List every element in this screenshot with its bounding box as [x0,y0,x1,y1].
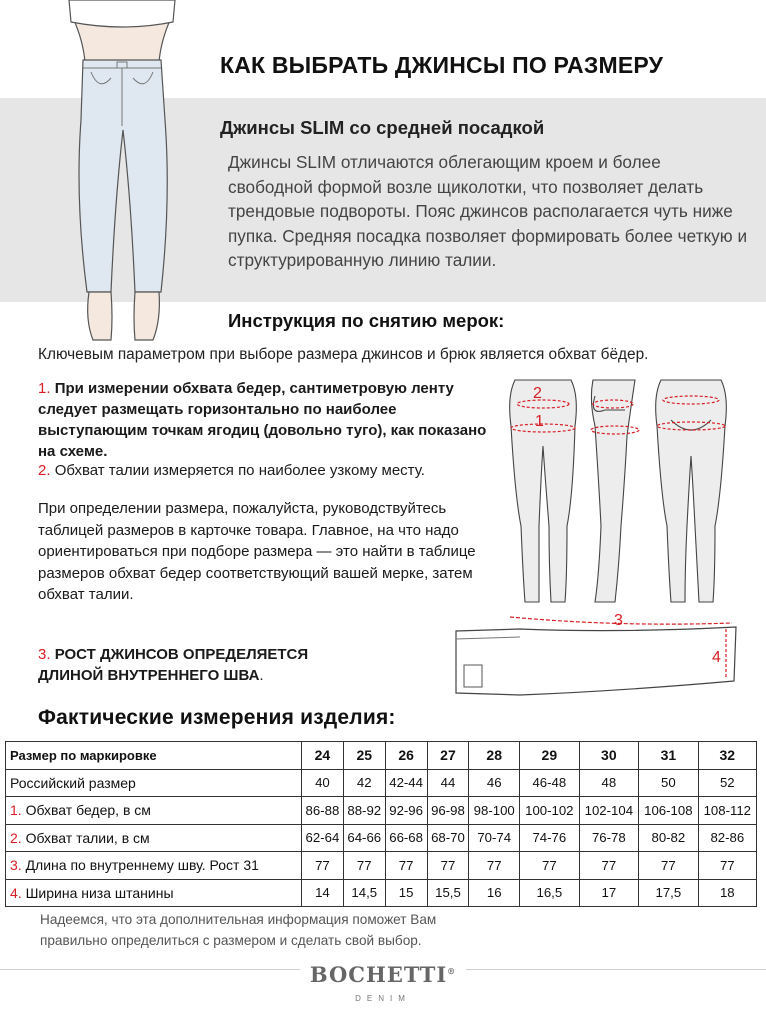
row-label-text: Длина по внутреннему шву. Рост 31 [25,857,259,874]
table-cell: 18 [698,879,756,907]
table-cell: 14 [302,879,344,907]
table-cell: 77 [579,852,639,880]
step-3-number: 3. [38,646,51,663]
table-cell: 17 [579,879,639,907]
table-cell: 77 [343,852,385,880]
table-cell: 66-68 [385,824,427,852]
table-cell: 42 [343,769,385,797]
brand-subline: DENIM [355,994,411,1003]
table-cell: 46 [469,769,520,797]
table-cell: 82-86 [698,824,756,852]
model-jeans-illustration [55,0,195,345]
row-label-text: Обхват талии, в см [25,829,150,846]
table-cell: 86-88 [302,797,344,825]
table-cell: 77 [302,852,344,880]
row-number: 3. [10,857,22,874]
table-cell: 52 [698,769,756,797]
table-cell: 92-96 [385,797,427,825]
key-parameter-text: Ключевым параметром при выборе размера джинсов и брюк является обхват бёдер. [38,346,649,363]
step-2-text [38,462,425,479]
table-cell: 16 [469,879,520,907]
table-cell: 15 [385,879,427,907]
size-col: 25 [343,742,385,770]
step-2-body: Обхват талии измеряется по наиболее узкому месту. [54,462,425,479]
table-cell: 40 [302,769,344,797]
size-col: 24 [302,742,344,770]
table-cell: 77 [520,852,580,880]
hem-marker-label: 4 [712,649,721,666]
table-row [6,824,757,852]
body-measurement-diagram [495,376,735,612]
table-cell: 77 [639,852,699,880]
step-3-text [38,644,308,686]
row-label [6,879,302,907]
table-cell: 98-100 [469,797,520,825]
header-label: Размер по маркировке [6,742,302,770]
step-2-number: 2. [38,462,51,479]
hips-marker-label: 1 [535,413,544,430]
size-col: 29 [520,742,580,770]
brand-logo [0,962,766,987]
jeans-leg-diagram [450,605,750,700]
table-row [6,852,757,880]
row-label [6,797,302,825]
table-cell: 62-64 [302,824,344,852]
table-cell: 77 [385,852,427,880]
table-row [6,769,757,797]
table-cell: 14,5 [343,879,385,907]
footer-note [40,910,436,951]
model-subtitle: Джинсы SLIM со средней посадкой [220,117,545,138]
row-number: 2. [10,829,22,846]
table-cell: 106-108 [639,797,699,825]
step-1-body: При измерении обхвата бедер, сантиметровую ленту следует размещать горизонтально по наиболее выступающим точкам ягодиц (довольно туго), как показано на схеме. [38,380,487,460]
table-cell: 96-98 [427,797,469,825]
row-label [6,769,302,797]
table-cell: 46-48 [520,769,580,797]
table-cell: 17,5 [639,879,699,907]
model-description: Джинсы SLIM отличаются облегающим кроем и более свободной формой возле щиколотки, что позволяет делать трендовые подвороты. Пояс джинсов располагается чуть ниже пупка. Средняя посадка позволяет формировать более четкую и структурированную линию талии. [228,152,748,271]
table-cell: 74-76 [520,824,580,852]
table-cell: 48 [579,769,639,797]
row-label [6,852,302,880]
brand-wordmark [300,962,466,987]
table-cell: 80-82 [639,824,699,852]
size-col: 32 [698,742,756,770]
table-cell: 77 [698,852,756,880]
inseam-marker-label: 3 [614,612,623,629]
table-cell: 68-70 [427,824,469,852]
table-cell: 15,5 [427,879,469,907]
table-cell: 100-102 [520,797,580,825]
step-1-text [38,378,488,462]
table-cell: 108-112 [698,797,756,825]
footer-note-line-1: Надеемся, что эта дополнительная информация поможет Вам [40,912,437,927]
table-cell: 76-78 [579,824,639,852]
table-cell: 88-92 [343,797,385,825]
row-label-text: Обхват бедер, в см [25,802,151,819]
registered-mark: ® [447,966,457,976]
row-label [6,824,302,852]
row-number: 4. [10,884,22,901]
page-title: КАК ВЫБРАТЬ ДЖИНСЫ ПО РАЗМЕРУ [220,52,664,78]
table-cell: 64-66 [343,824,385,852]
footer-note-line-2: правильно определиться с размером и сделать свой выбор. [40,932,422,948]
table-cell: 42-44 [385,769,427,797]
measurements-title: Фактические измерения изделия: [38,706,396,729]
step-3-period: . [259,667,264,684]
table-row [6,879,757,907]
size-col: 30 [579,742,639,770]
size-table [5,741,757,907]
instructions-title: Инструкция по снятию мерок: [228,310,505,331]
table-cell: 77 [427,852,469,880]
step-3-line-2: ДЛИНОЙ ВНУТРЕННЕГО ШВА [38,667,260,684]
step-1-number: 1. [38,380,51,397]
waist-marker-label: 2 [533,385,542,402]
brand-name: BOCHETTI [309,962,448,987]
size-table-header [6,742,757,770]
size-advice-text: При определении размера, пожалуйста, руководствуйтесь таблицей размеров в карточке товара. Главное, на что надо ориентироваться при подборе размера — это найти в таблице размеров обхват бедер соответствующий вашей мерке, затем обхват талии. [38,500,476,603]
row-label-text: Ширина низа штанины [25,884,174,901]
table-cell: 50 [639,769,699,797]
row-number: 1. [10,802,22,819]
size-col: 31 [639,742,699,770]
table-row [6,797,757,825]
table-cell: 77 [469,852,520,880]
size-col: 28 [469,742,520,770]
table-cell: 16,5 [520,879,580,907]
table-cell: 44 [427,769,469,797]
size-col: 27 [427,742,469,770]
table-cell: 102-104 [579,797,639,825]
row-label-text: Российский размер [10,774,136,791]
table-cell: 70-74 [469,824,520,852]
size-col: 26 [385,742,427,770]
step-3-line-1: РОСТ ДЖИНСОВ ОПРЕДЕЛЯЕТСЯ [54,646,309,663]
